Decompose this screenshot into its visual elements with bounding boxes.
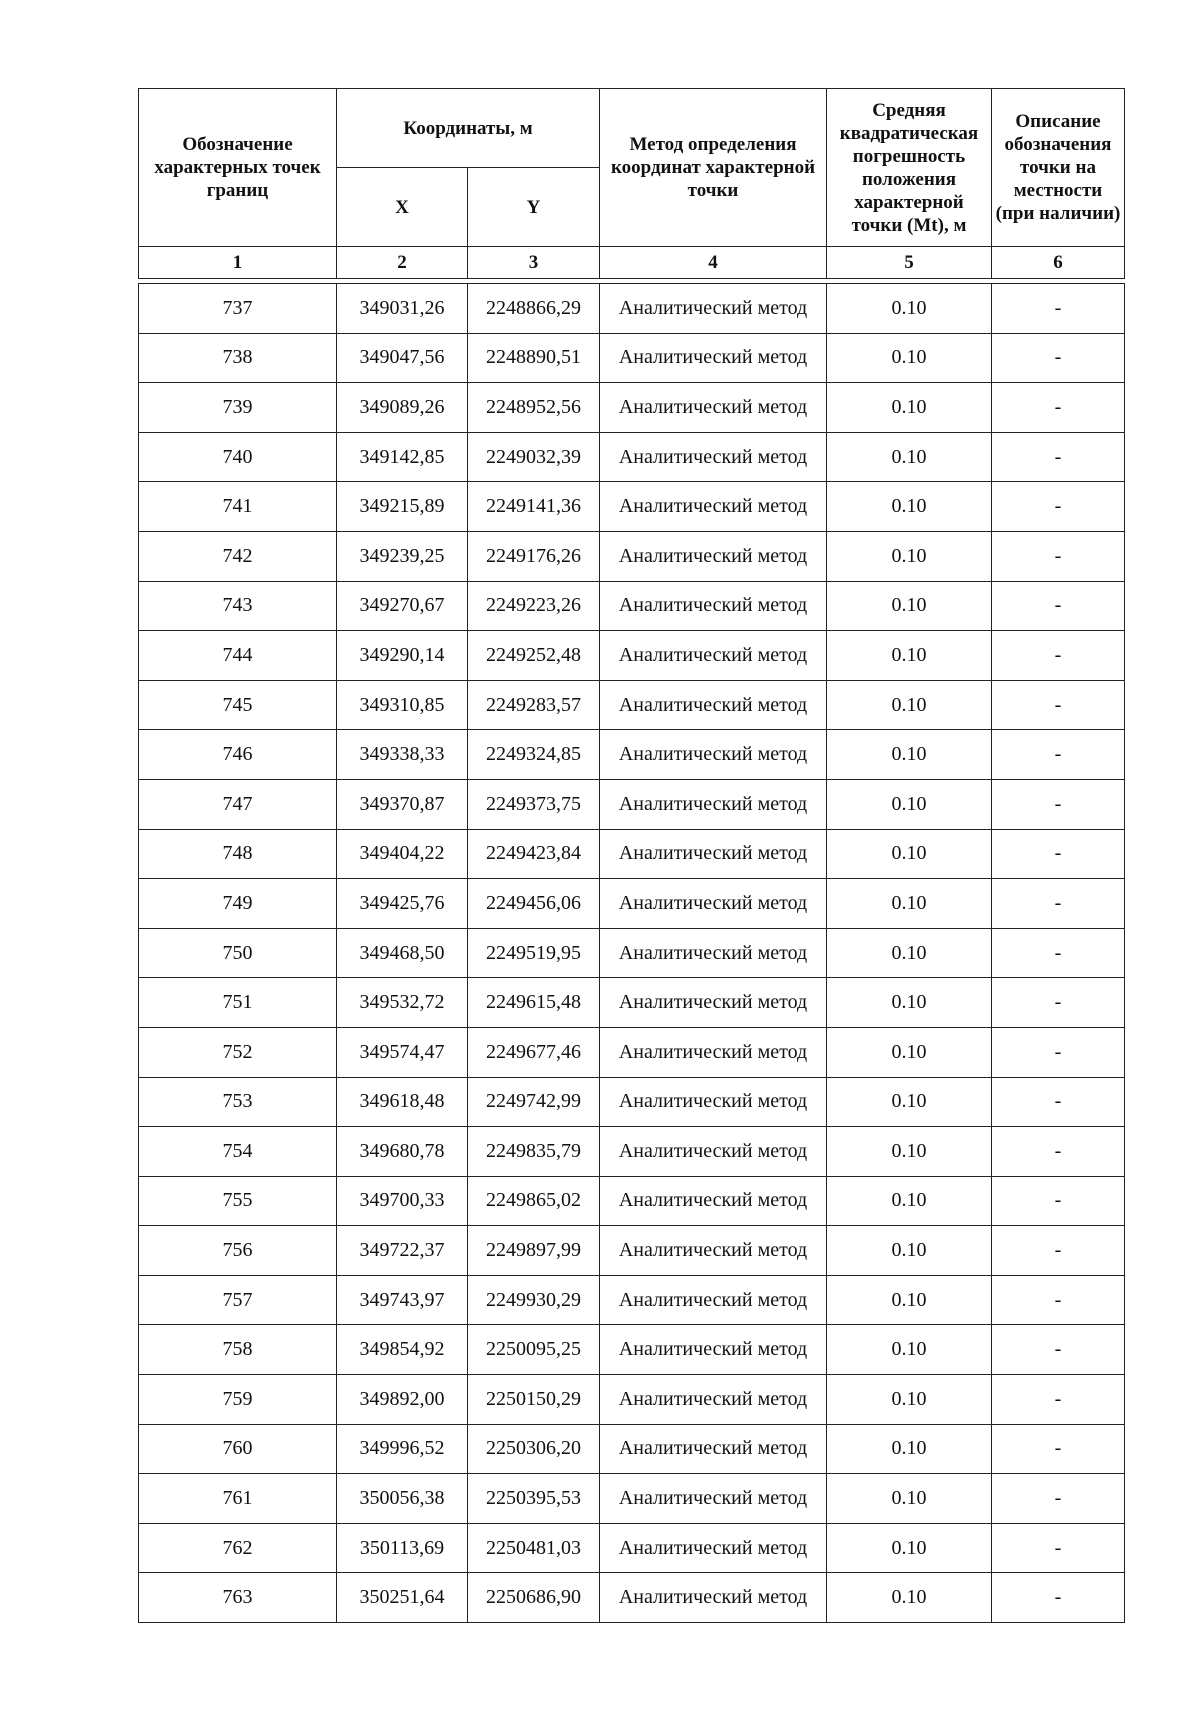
table-row xyxy=(139,1523,1125,1573)
description-cell: - xyxy=(992,1226,1125,1276)
description-cell: - xyxy=(992,879,1125,929)
table-header xyxy=(139,89,1125,284)
point-id-cell: 758 xyxy=(139,1325,337,1375)
table-row xyxy=(139,978,1125,1028)
column-number: 2 xyxy=(337,247,468,279)
x-coordinate-cell: 349700,33 xyxy=(337,1176,468,1226)
method-cell: Аналитический метод xyxy=(600,1176,827,1226)
error-cell: 0.10 xyxy=(827,631,992,681)
coordinates-sheet xyxy=(138,88,1124,1623)
error-cell: 0.10 xyxy=(827,730,992,780)
error-cell: 0.10 xyxy=(827,581,992,631)
point-id-cell: 745 xyxy=(139,680,337,730)
x-coordinate-cell: 349142,85 xyxy=(337,432,468,482)
y-coordinate-cell: 2249223,26 xyxy=(468,581,600,631)
point-id-cell: 737 xyxy=(139,284,337,334)
description-cell: - xyxy=(992,1077,1125,1127)
error-cell: 0.10 xyxy=(827,680,992,730)
method-cell: Аналитический метод xyxy=(600,631,827,681)
column-number-row xyxy=(139,247,1125,279)
error-cell: 0.10 xyxy=(827,978,992,1028)
method-cell: Аналитический метод xyxy=(600,1424,827,1474)
y-coordinate-cell: 2250395,53 xyxy=(468,1474,600,1524)
table-row xyxy=(139,284,1125,334)
header-method: Метод определения координат характерной точки xyxy=(600,89,827,247)
y-coordinate-cell: 2249423,84 xyxy=(468,829,600,879)
y-coordinate-cell: 2249456,06 xyxy=(468,879,600,929)
error-cell: 0.10 xyxy=(827,1325,992,1375)
point-id-cell: 761 xyxy=(139,1474,337,1524)
description-cell: - xyxy=(992,1275,1125,1325)
description-cell: - xyxy=(992,730,1125,780)
table-row xyxy=(139,1077,1125,1127)
table-body xyxy=(139,284,1125,1623)
error-cell: 0.10 xyxy=(827,531,992,581)
x-coordinate-cell: 349618,48 xyxy=(337,1077,468,1127)
error-cell: 0.10 xyxy=(827,879,992,929)
x-coordinate-cell: 349854,92 xyxy=(337,1325,468,1375)
x-coordinate-cell: 349680,78 xyxy=(337,1127,468,1177)
point-id-cell: 763 xyxy=(139,1573,337,1623)
x-coordinate-cell: 350251,64 xyxy=(337,1573,468,1623)
table-row xyxy=(139,1424,1125,1474)
x-coordinate-cell: 349215,89 xyxy=(337,482,468,532)
y-coordinate-cell: 2250481,03 xyxy=(468,1523,600,1573)
point-id-cell: 743 xyxy=(139,581,337,631)
error-cell: 0.10 xyxy=(827,779,992,829)
description-cell: - xyxy=(992,680,1125,730)
description-cell: - xyxy=(992,432,1125,482)
description-cell: - xyxy=(992,928,1125,978)
table-row xyxy=(139,1176,1125,1226)
x-coordinate-cell: 350113,69 xyxy=(337,1523,468,1573)
y-coordinate-cell: 2249615,48 xyxy=(468,978,600,1028)
error-cell: 0.10 xyxy=(827,284,992,334)
description-cell: - xyxy=(992,1573,1125,1623)
table-row xyxy=(139,1027,1125,1077)
description-cell: - xyxy=(992,531,1125,581)
table-row xyxy=(139,1226,1125,1276)
method-cell: Аналитический метод xyxy=(600,1474,827,1524)
table-row xyxy=(139,779,1125,829)
point-id-cell: 755 xyxy=(139,1176,337,1226)
point-id-cell: 757 xyxy=(139,1275,337,1325)
description-cell: - xyxy=(992,978,1125,1028)
x-coordinate-cell: 349310,85 xyxy=(337,680,468,730)
method-cell: Аналитический метод xyxy=(600,1226,827,1276)
method-cell: Аналитический метод xyxy=(600,730,827,780)
error-cell: 0.10 xyxy=(827,1127,992,1177)
point-id-cell: 756 xyxy=(139,1226,337,1276)
description-cell: - xyxy=(992,333,1125,383)
header-coordinates: Координаты, м xyxy=(337,89,600,168)
method-cell: Аналитический метод xyxy=(600,333,827,383)
error-cell: 0.10 xyxy=(827,829,992,879)
method-cell: Аналитический метод xyxy=(600,1573,827,1623)
table-row xyxy=(139,482,1125,532)
y-coordinate-cell: 2248866,29 xyxy=(468,284,600,334)
table-row xyxy=(139,333,1125,383)
y-coordinate-cell: 2249677,46 xyxy=(468,1027,600,1077)
method-cell: Аналитический метод xyxy=(600,1077,827,1127)
y-coordinate-cell: 2249865,02 xyxy=(468,1176,600,1226)
method-cell: Аналитический метод xyxy=(600,1275,827,1325)
column-number: 1 xyxy=(139,247,337,279)
point-id-cell: 754 xyxy=(139,1127,337,1177)
point-id-cell: 760 xyxy=(139,1424,337,1474)
x-coordinate-cell: 349239,25 xyxy=(337,531,468,581)
table-row xyxy=(139,1275,1125,1325)
error-cell: 0.10 xyxy=(827,1027,992,1077)
method-cell: Аналитический метод xyxy=(600,829,827,879)
table-row xyxy=(139,730,1125,780)
y-coordinate-cell: 2250150,29 xyxy=(468,1375,600,1425)
x-coordinate-cell: 349370,87 xyxy=(337,779,468,829)
x-coordinate-cell: 349047,56 xyxy=(337,333,468,383)
y-coordinate-cell: 2249930,29 xyxy=(468,1275,600,1325)
point-id-cell: 744 xyxy=(139,631,337,681)
y-coordinate-cell: 2249373,75 xyxy=(468,779,600,829)
error-cell: 0.10 xyxy=(827,1375,992,1425)
table-row xyxy=(139,1375,1125,1425)
point-id-cell: 751 xyxy=(139,978,337,1028)
x-coordinate-cell: 349338,33 xyxy=(337,730,468,780)
error-cell: 0.10 xyxy=(827,1474,992,1524)
point-id-cell: 738 xyxy=(139,333,337,383)
y-coordinate-cell: 2248952,56 xyxy=(468,383,600,433)
x-coordinate-cell: 349722,37 xyxy=(337,1226,468,1276)
x-coordinate-cell: 349532,72 xyxy=(337,978,468,1028)
table-row xyxy=(139,680,1125,730)
description-cell: - xyxy=(992,1325,1125,1375)
x-coordinate-cell: 350056,38 xyxy=(337,1474,468,1524)
y-coordinate-cell: 2249324,85 xyxy=(468,730,600,780)
x-coordinate-cell: 349290,14 xyxy=(337,631,468,681)
description-cell: - xyxy=(992,383,1125,433)
description-cell: - xyxy=(992,1127,1125,1177)
table-row xyxy=(139,432,1125,482)
description-cell: - xyxy=(992,1474,1125,1524)
method-cell: Аналитический метод xyxy=(600,1127,827,1177)
table-row xyxy=(139,531,1125,581)
table-row xyxy=(139,1474,1125,1524)
point-id-cell: 747 xyxy=(139,779,337,829)
method-cell: Аналитический метод xyxy=(600,581,827,631)
point-id-cell: 750 xyxy=(139,928,337,978)
point-id-cell: 748 xyxy=(139,829,337,879)
x-coordinate-cell: 349996,52 xyxy=(337,1424,468,1474)
description-cell: - xyxy=(992,1523,1125,1573)
method-cell: Аналитический метод xyxy=(600,1325,827,1375)
point-id-cell: 762 xyxy=(139,1523,337,1573)
point-id-cell: 742 xyxy=(139,531,337,581)
column-number: 5 xyxy=(827,247,992,279)
table-row xyxy=(139,879,1125,929)
error-cell: 0.10 xyxy=(827,1424,992,1474)
table-row xyxy=(139,581,1125,631)
x-coordinate-cell: 349031,26 xyxy=(337,284,468,334)
method-cell: Аналитический метод xyxy=(600,1375,827,1425)
y-coordinate-cell: 2248890,51 xyxy=(468,333,600,383)
point-id-cell: 759 xyxy=(139,1375,337,1425)
y-coordinate-cell: 2249032,39 xyxy=(468,432,600,482)
description-cell: - xyxy=(992,284,1125,334)
error-cell: 0.10 xyxy=(827,1077,992,1127)
x-coordinate-cell: 349574,47 xyxy=(337,1027,468,1077)
column-number: 3 xyxy=(468,247,600,279)
table-row xyxy=(139,1573,1125,1623)
error-cell: 0.10 xyxy=(827,1523,992,1573)
error-cell: 0.10 xyxy=(827,1226,992,1276)
point-id-cell: 740 xyxy=(139,432,337,482)
table-row xyxy=(139,1325,1125,1375)
method-cell: Аналитический метод xyxy=(600,779,827,829)
error-cell: 0.10 xyxy=(827,1573,992,1623)
column-number: 4 xyxy=(600,247,827,279)
header-designation: Обозначение характерных точек границ xyxy=(139,89,337,247)
x-coordinate-cell: 349089,26 xyxy=(337,383,468,433)
point-id-cell: 739 xyxy=(139,383,337,433)
table-row xyxy=(139,631,1125,681)
description-cell: - xyxy=(992,779,1125,829)
y-coordinate-cell: 2249897,99 xyxy=(468,1226,600,1276)
table-row xyxy=(139,1127,1125,1177)
x-coordinate-cell: 349425,76 xyxy=(337,879,468,929)
point-id-cell: 749 xyxy=(139,879,337,929)
header-y: Y xyxy=(468,168,600,247)
description-cell: - xyxy=(992,581,1125,631)
table-row xyxy=(139,383,1125,433)
header-description: Описание обозначения точки на местности (при наличии) xyxy=(992,89,1125,247)
description-cell: - xyxy=(992,1176,1125,1226)
y-coordinate-cell: 2249141,36 xyxy=(468,482,600,532)
y-coordinate-cell: 2249176,26 xyxy=(468,531,600,581)
y-coordinate-cell: 2249283,57 xyxy=(468,680,600,730)
y-coordinate-cell: 2250095,25 xyxy=(468,1325,600,1375)
column-number: 6 xyxy=(992,247,1125,279)
method-cell: Аналитический метод xyxy=(600,531,827,581)
description-cell: - xyxy=(992,631,1125,681)
method-cell: Аналитический метод xyxy=(600,383,827,433)
error-cell: 0.10 xyxy=(827,383,992,433)
error-cell: 0.10 xyxy=(827,1176,992,1226)
point-id-cell: 753 xyxy=(139,1077,337,1127)
y-coordinate-cell: 2250686,90 xyxy=(468,1573,600,1623)
boundary-points-table xyxy=(138,88,1125,1623)
point-id-cell: 746 xyxy=(139,730,337,780)
method-cell: Аналитический метод xyxy=(600,1523,827,1573)
description-cell: - xyxy=(992,1027,1125,1077)
x-coordinate-cell: 349270,67 xyxy=(337,581,468,631)
y-coordinate-cell: 2249519,95 xyxy=(468,928,600,978)
error-cell: 0.10 xyxy=(827,482,992,532)
error-cell: 0.10 xyxy=(827,928,992,978)
method-cell: Аналитический метод xyxy=(600,928,827,978)
description-cell: - xyxy=(992,829,1125,879)
method-cell: Аналитический метод xyxy=(600,284,827,334)
x-coordinate-cell: 349892,00 xyxy=(337,1375,468,1425)
x-coordinate-cell: 349404,22 xyxy=(337,829,468,879)
error-cell: 0.10 xyxy=(827,432,992,482)
y-coordinate-cell: 2249742,99 xyxy=(468,1077,600,1127)
method-cell: Аналитический метод xyxy=(600,879,827,929)
table-row xyxy=(139,928,1125,978)
y-coordinate-cell: 2249835,79 xyxy=(468,1127,600,1177)
error-cell: 0.10 xyxy=(827,333,992,383)
y-coordinate-cell: 2249252,48 xyxy=(468,631,600,681)
point-id-cell: 752 xyxy=(139,1027,337,1077)
description-cell: - xyxy=(992,1424,1125,1474)
error-cell: 0.10 xyxy=(827,1275,992,1325)
method-cell: Аналитический метод xyxy=(600,1027,827,1077)
description-cell: - xyxy=(992,482,1125,532)
method-cell: Аналитический метод xyxy=(600,978,827,1028)
x-coordinate-cell: 349743,97 xyxy=(337,1275,468,1325)
x-coordinate-cell: 349468,50 xyxy=(337,928,468,978)
y-coordinate-cell: 2250306,20 xyxy=(468,1424,600,1474)
description-cell: - xyxy=(992,1375,1125,1425)
method-cell: Аналитический метод xyxy=(600,432,827,482)
method-cell: Аналитический метод xyxy=(600,482,827,532)
method-cell: Аналитический метод xyxy=(600,680,827,730)
table-row xyxy=(139,829,1125,879)
point-id-cell: 741 xyxy=(139,482,337,532)
header-x: X xyxy=(337,168,468,247)
header-error: Средняя квадратическая погрешность положения характерной точки (Mt), м xyxy=(827,89,992,247)
